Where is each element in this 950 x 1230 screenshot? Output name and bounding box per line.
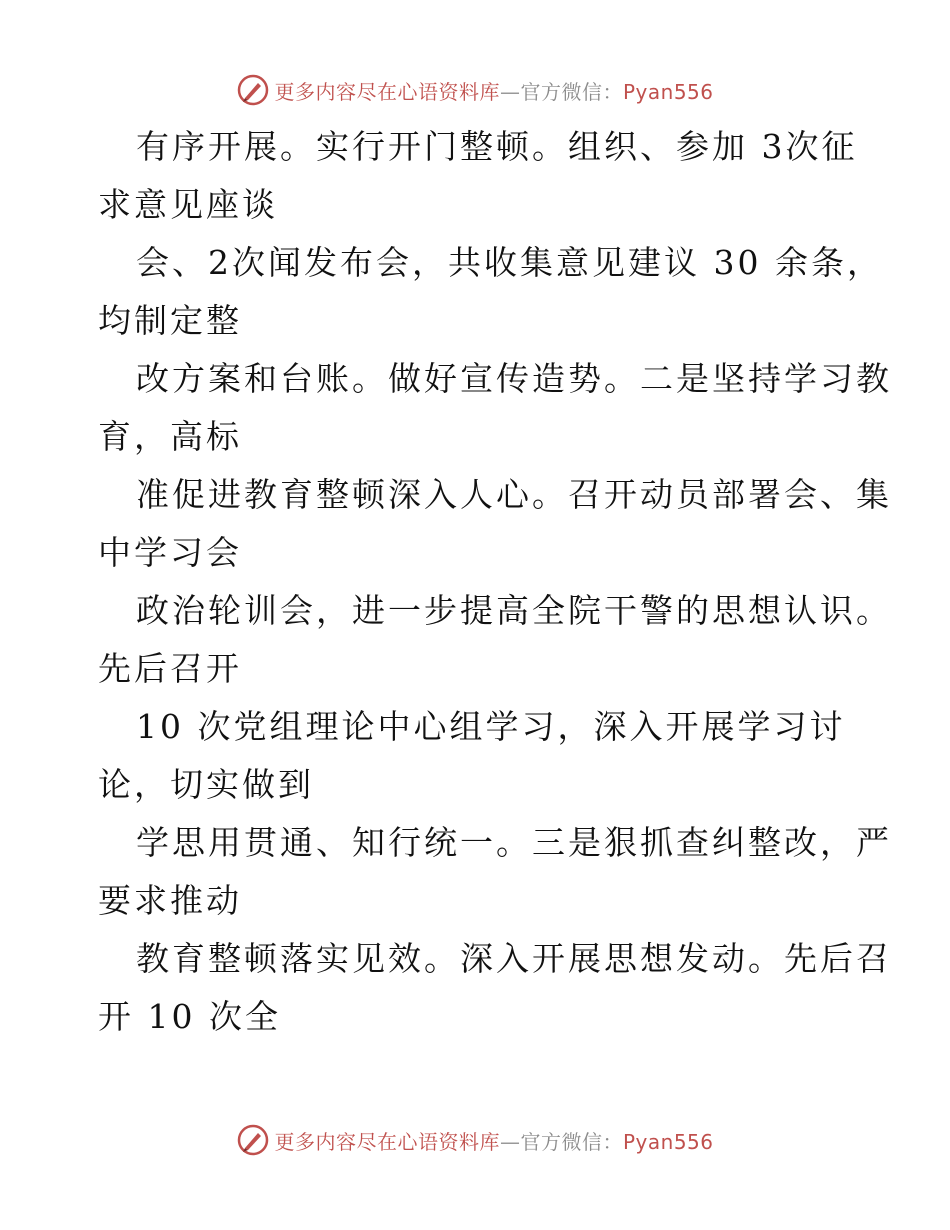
footer-banner (0, 1120, 950, 1160)
body-line: 10 次党组理论中心组学习，深入开展学习讨 (136, 707, 846, 746)
pen-logo-icon (236, 1123, 270, 1157)
wechat-id: Pyan556 (622, 1129, 714, 1154)
body-line: 先后召开 (98, 649, 242, 688)
body-line: 育，高标 (98, 417, 242, 456)
body-line: 论，切实做到 (98, 765, 314, 804)
body-line: 会、2次闻发布会，共收集意见建议 30 余条， (136, 243, 883, 282)
banner-text: 更多内容尽在心语资料库—官方微信：Pyan556 (274, 1129, 714, 1154)
body-line: 有序开展。实行开门整顿。组织、参加 3次征 (136, 127, 858, 166)
body-line: 要求推动 (98, 881, 242, 920)
body-line: 学思用贯通、知行统一。三是狠抓查纠整改，严 (136, 823, 892, 862)
body-line: 均制定整 (98, 301, 242, 340)
body-line: 准促进教育整顿深入人心。召开动员部署会、集 (136, 475, 892, 514)
body-line: 求意见座谈 (98, 185, 278, 224)
body-line: 教育整顿落实见效。深入开展思想发动。先后召 (136, 939, 892, 978)
body-line: 改方案和台账。做好宣传造势。二是坚持学习教 (136, 359, 892, 398)
header-banner (0, 70, 950, 110)
body-line: 中学习会 (98, 533, 242, 572)
body-line: 开 10 次全 (98, 997, 281, 1036)
banner-text: 更多内容尽在心语资料库—官方微信：Pyan556 (274, 79, 714, 104)
pen-logo-icon (236, 73, 270, 107)
wechat-id: Pyan556 (622, 79, 714, 104)
body-line: 政治轮训会，进一步提高全院干警的思想认识。 (136, 591, 892, 630)
document-body (98, 118, 892, 1046)
